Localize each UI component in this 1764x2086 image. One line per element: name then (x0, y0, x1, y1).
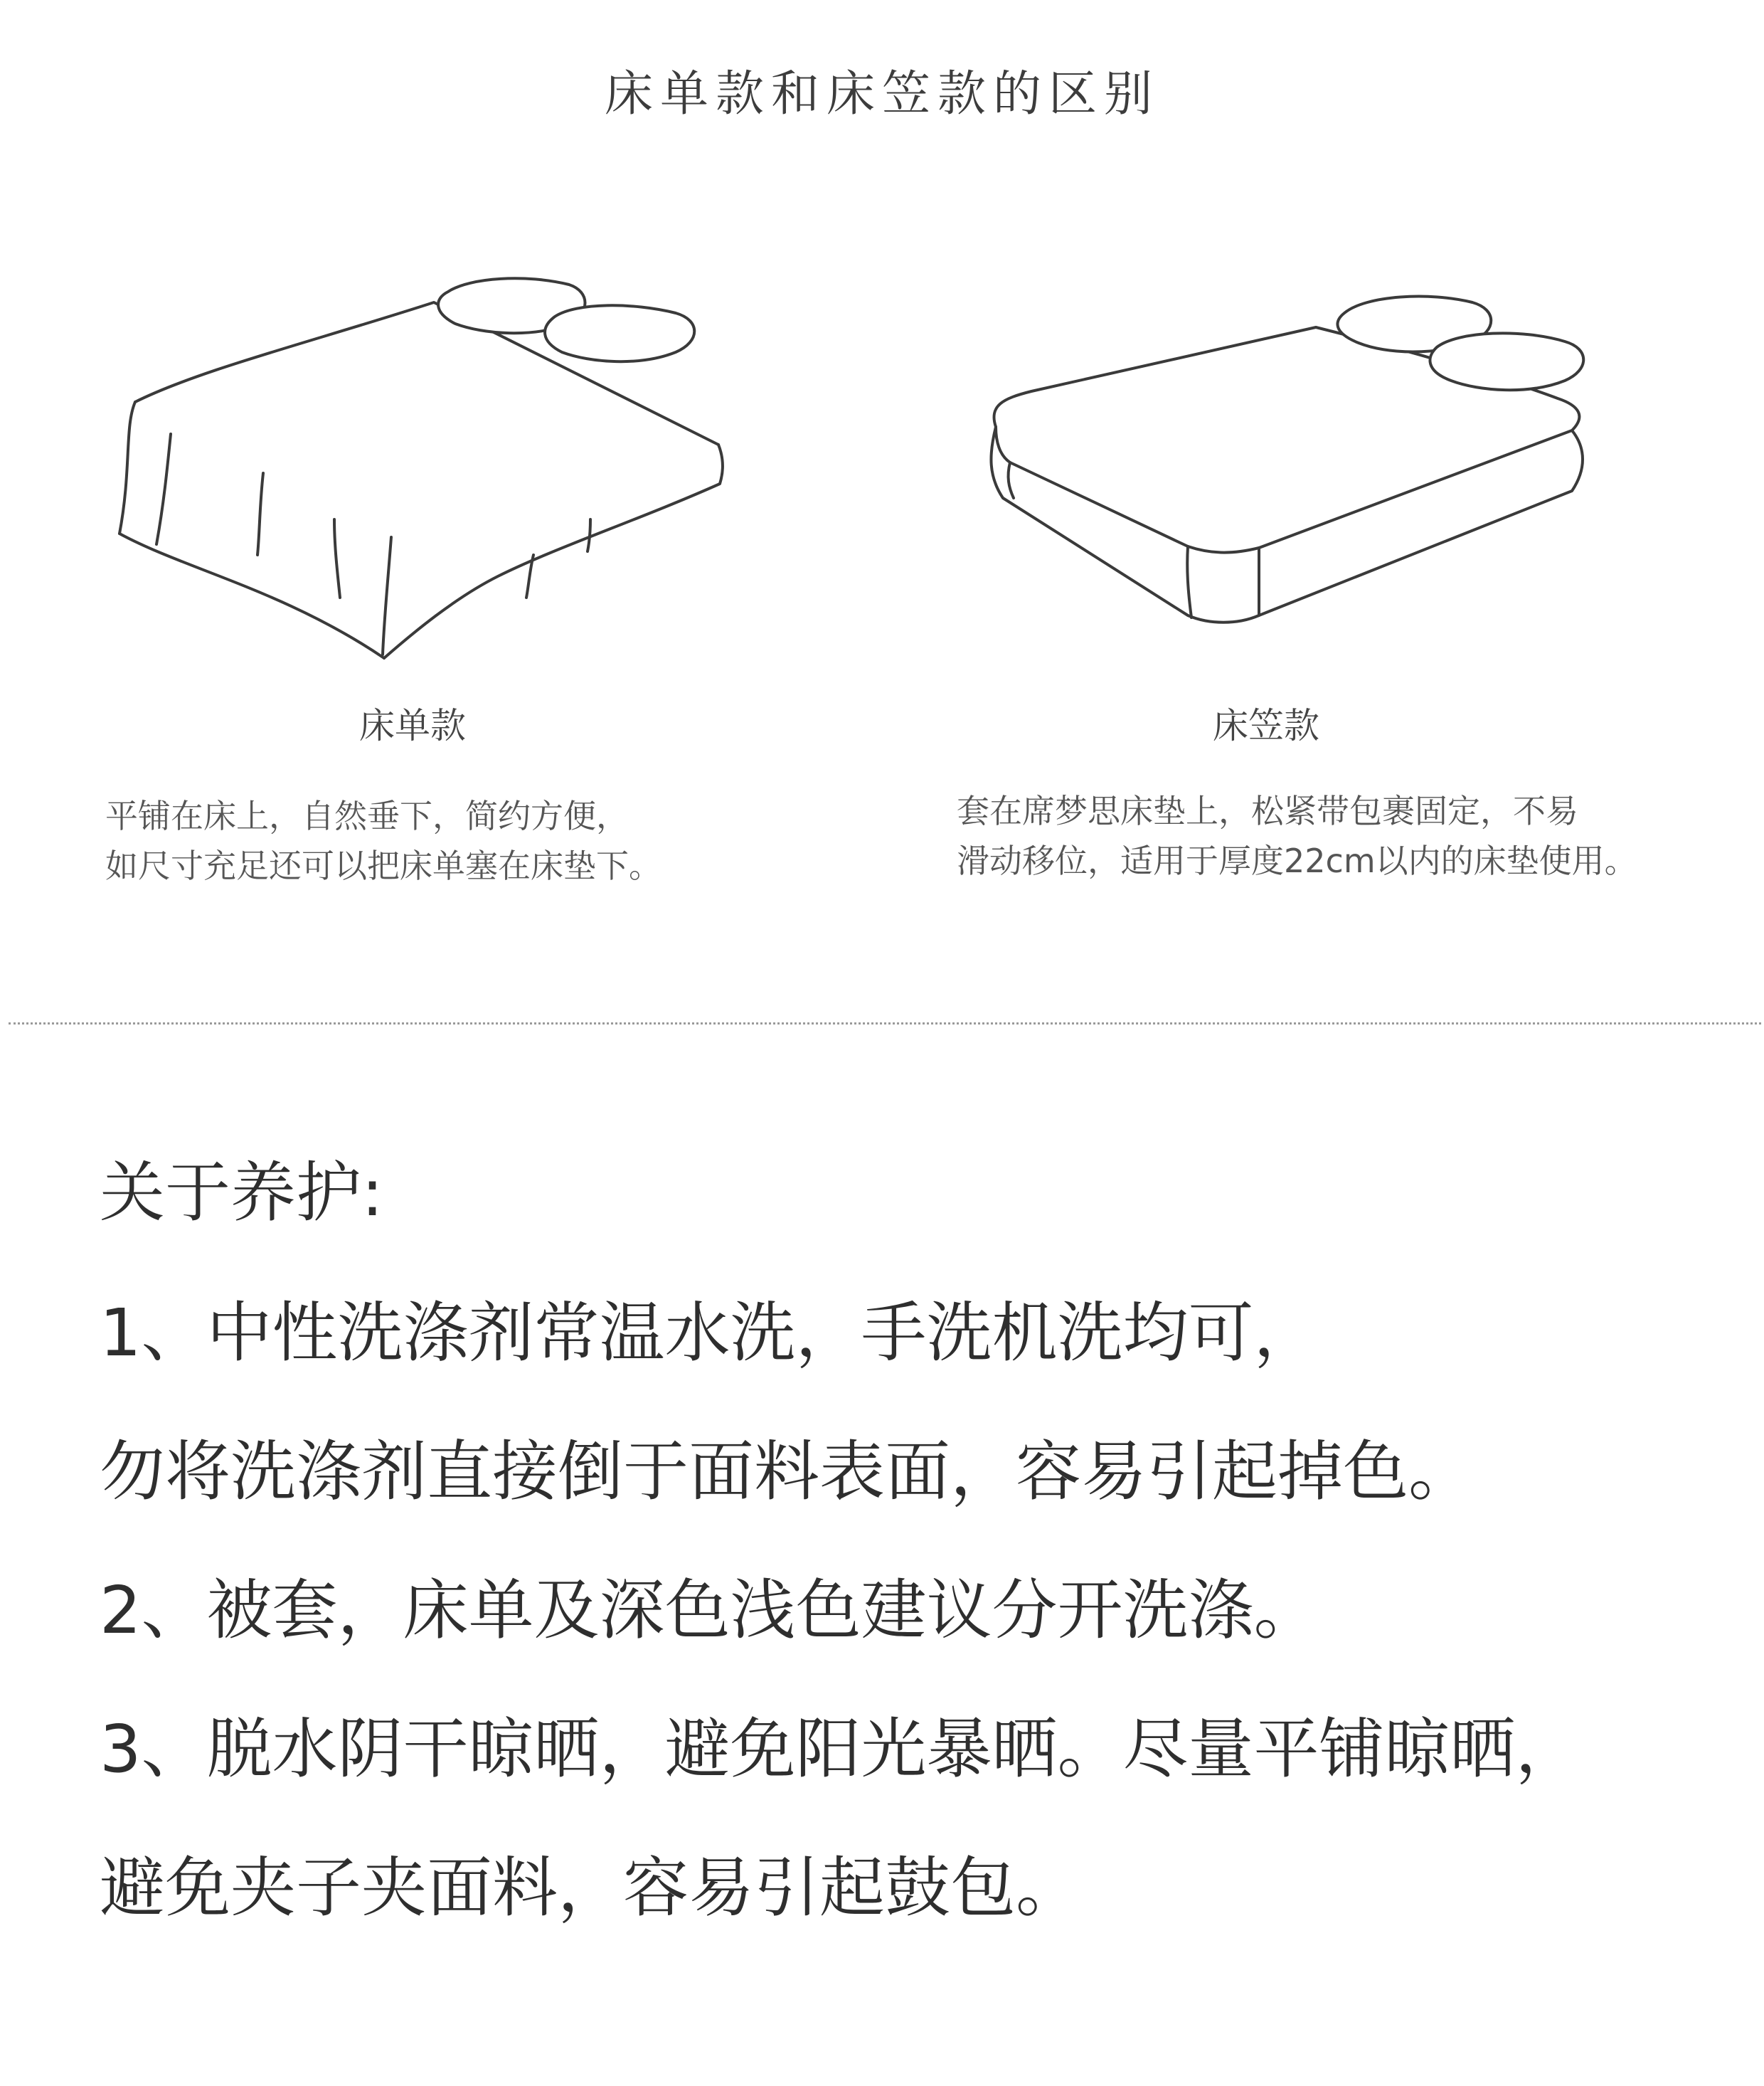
section-divider (9, 1022, 1761, 1025)
care-line: 1、中性洗涤剂常温水洗，手洗机洗均可， (100, 1295, 1319, 1371)
page-title: 床单款和床笠款的区别 (604, 66, 1159, 122)
care-line: 避免夹子夹面料，容易引起鼓包。 (100, 1850, 1082, 1926)
fitted-sheet-label: 床笠款 (1213, 705, 1319, 746)
bed-sheet-description: 平铺在床上，自然垂下，简约方便， 如尺寸充足还可以把床单塞在床垫下。 (105, 797, 662, 885)
fitted-sheet-illustration (974, 285, 1600, 640)
fitted-sheet-description: 套在席梦思床垫上，松紧带包裹固定，不易 滑动移位，适用于厚度22cm以内的床垫使用。 (957, 792, 1637, 880)
care-line: 勿将洗涤剂直接倒于面料表面，容易引起掉色。 (100, 1434, 1475, 1510)
bed-sheet-label: 床单款 (359, 705, 466, 746)
bed-sheet-illustration (100, 263, 740, 662)
care-line: 3、脱水阴干晾晒，避免阳光暴晒。尽量平铺晾晒， (100, 1711, 1581, 1787)
care-heading: 关于养护: (100, 1155, 383, 1231)
care-line: 2、被套，床单及深色浅色建议分开洗涤。 (100, 1572, 1319, 1648)
